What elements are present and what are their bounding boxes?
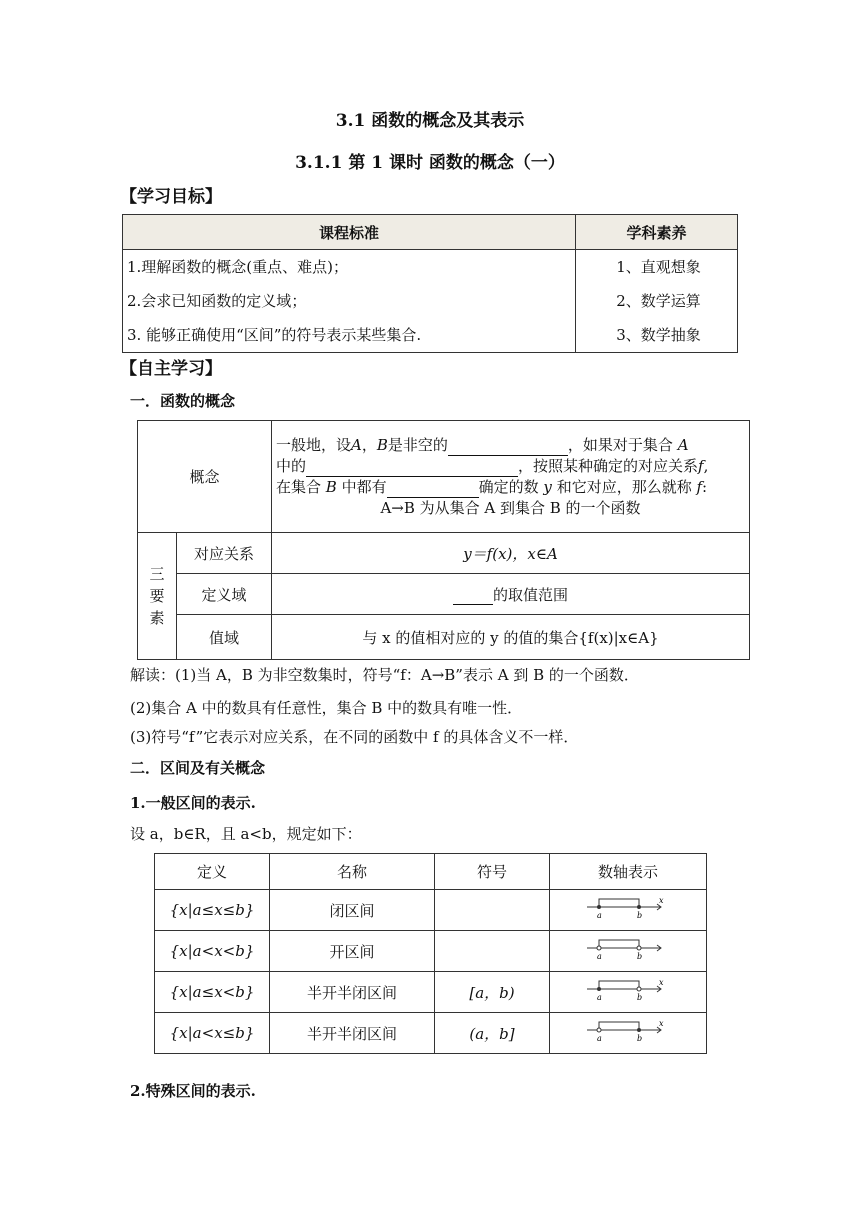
literacy-item: 2、数学运算 [616,292,701,310]
concept-table [137,420,750,660]
interval-name: 开区间 [270,931,435,972]
interval-symbol [435,890,550,931]
svg-text:b: b [637,993,643,1002]
interval-name: 半开半闭区间 [270,972,435,1013]
blank-3[interactable] [387,479,479,498]
interval-symbol: [a，b) [435,972,550,1013]
interval-def: {x|a<x≤b} [155,1013,270,1054]
lesson-subtitle: 3.1.1 第 1 课时 函数的概念（一） [295,153,565,173]
concept-definition: 一般地，设A，B是非空的 ，如果对于集合 A 中的 ，按照某种确定的对应关系f, 在集合 B 中都有 确定的数 y 和它对应，那么就称 f: A→B 为从集合 A 到集合 B 的一个函数 [272,421,750,533]
interval-def: {x|a≤x≤b} [155,890,270,931]
section-intervals: 二．区间及有关概念 [130,759,266,777]
number-line-closed-icon [583,895,673,921]
number-line [550,890,707,931]
col-definition: 定义 [155,854,270,890]
table-row [155,890,707,931]
literacy-item: 1、直观想象 [616,258,701,276]
col-name: 名称 [270,854,435,890]
sub-general-intervals: 1.一般区间的表示. [130,794,256,812]
number-line [550,972,707,1013]
three-elements-label: 三要素 [138,533,177,660]
table-row [155,972,707,1013]
number-line [550,1013,707,1054]
goals-heading: 【学习目标】 [120,187,222,207]
note-1: 解读：(1)当 A，B 为非空数集时，符号“f：A→B”表示 A 到 B 的一个函数． [130,666,639,684]
standard-item: 2.会求已知函数的定义域； [127,292,307,310]
element-name: 值域 [177,615,272,660]
table-row [155,1013,707,1054]
interval-def: {x|a<x<b} [155,931,270,972]
goals-col-literacy: 学科素养 [576,215,738,250]
element-value: 的取值范围 [272,574,750,615]
table-row [155,931,707,972]
interval-name: 闭区间 [270,890,435,931]
standard-item: 3. 能够正确使用“区间”的符号表示某些集合. [127,326,422,344]
svg-text:b: b [637,1034,643,1043]
interval-intro: 设 a，b∈R，且 a<b，规定如下： [130,825,362,843]
svg-text:x: x [659,978,664,987]
section-function-concept: 一．函数的概念 [130,392,236,410]
number-line [550,931,707,972]
interval-table [154,853,707,1054]
blank-2[interactable] [306,458,518,477]
literacy-item: 3、数学抽象 [616,326,701,344]
blank-4[interactable] [453,586,493,605]
svg-text:a: a [597,993,602,1002]
svg-text:b: b [637,911,643,920]
number-line-half-open-left-icon [583,1018,673,1044]
interval-def: {x|a≤x<b} [155,972,270,1013]
interval-symbol: (a，b] [435,1013,550,1054]
standard-item: 1.理解函数的概念(重点、难点)； [127,258,349,276]
col-number-line: 数轴表示 [550,854,707,890]
interval-name: 半开半闭区间 [270,1013,435,1054]
blank-1[interactable] [448,437,568,456]
svg-text:a: a [597,1034,602,1043]
goals-col-standard: 课程标准 [123,215,576,250]
svg-text:x: x [659,896,664,905]
self-study-heading: 【自主学习】 [120,359,222,379]
goals-table [122,214,738,353]
svg-text:a: a [597,911,602,920]
svg-text:a: a [597,952,602,961]
svg-text:x: x [659,1019,664,1028]
concept-label: 概念 [138,421,272,533]
note-2: (2)集合 A 中的数具有任意性，集合 B 中的数具有唯一性． [130,699,523,717]
col-symbol: 符号 [435,854,550,890]
element-value: 与 x 的值相对应的 y 的值的集合{f(x)|x∈A} [272,615,750,660]
note-3: (3)符号“f”它表示对应关系，在不同的函数中 f 的具体含义不一样． [130,728,579,746]
interval-symbol [435,931,550,972]
number-line-half-open-right-icon [583,977,673,1003]
page-title: 3.1 函数的概念及其表示 [335,111,525,131]
element-name: 定义域 [177,574,272,615]
element-name: 对应关系 [177,533,272,574]
svg-text:b: b [637,952,643,961]
element-value: y＝f(x)，x∈A [272,533,750,574]
sub-special-intervals: 2.特殊区间的表示. [130,1082,256,1100]
number-line-open-icon [583,936,673,962]
